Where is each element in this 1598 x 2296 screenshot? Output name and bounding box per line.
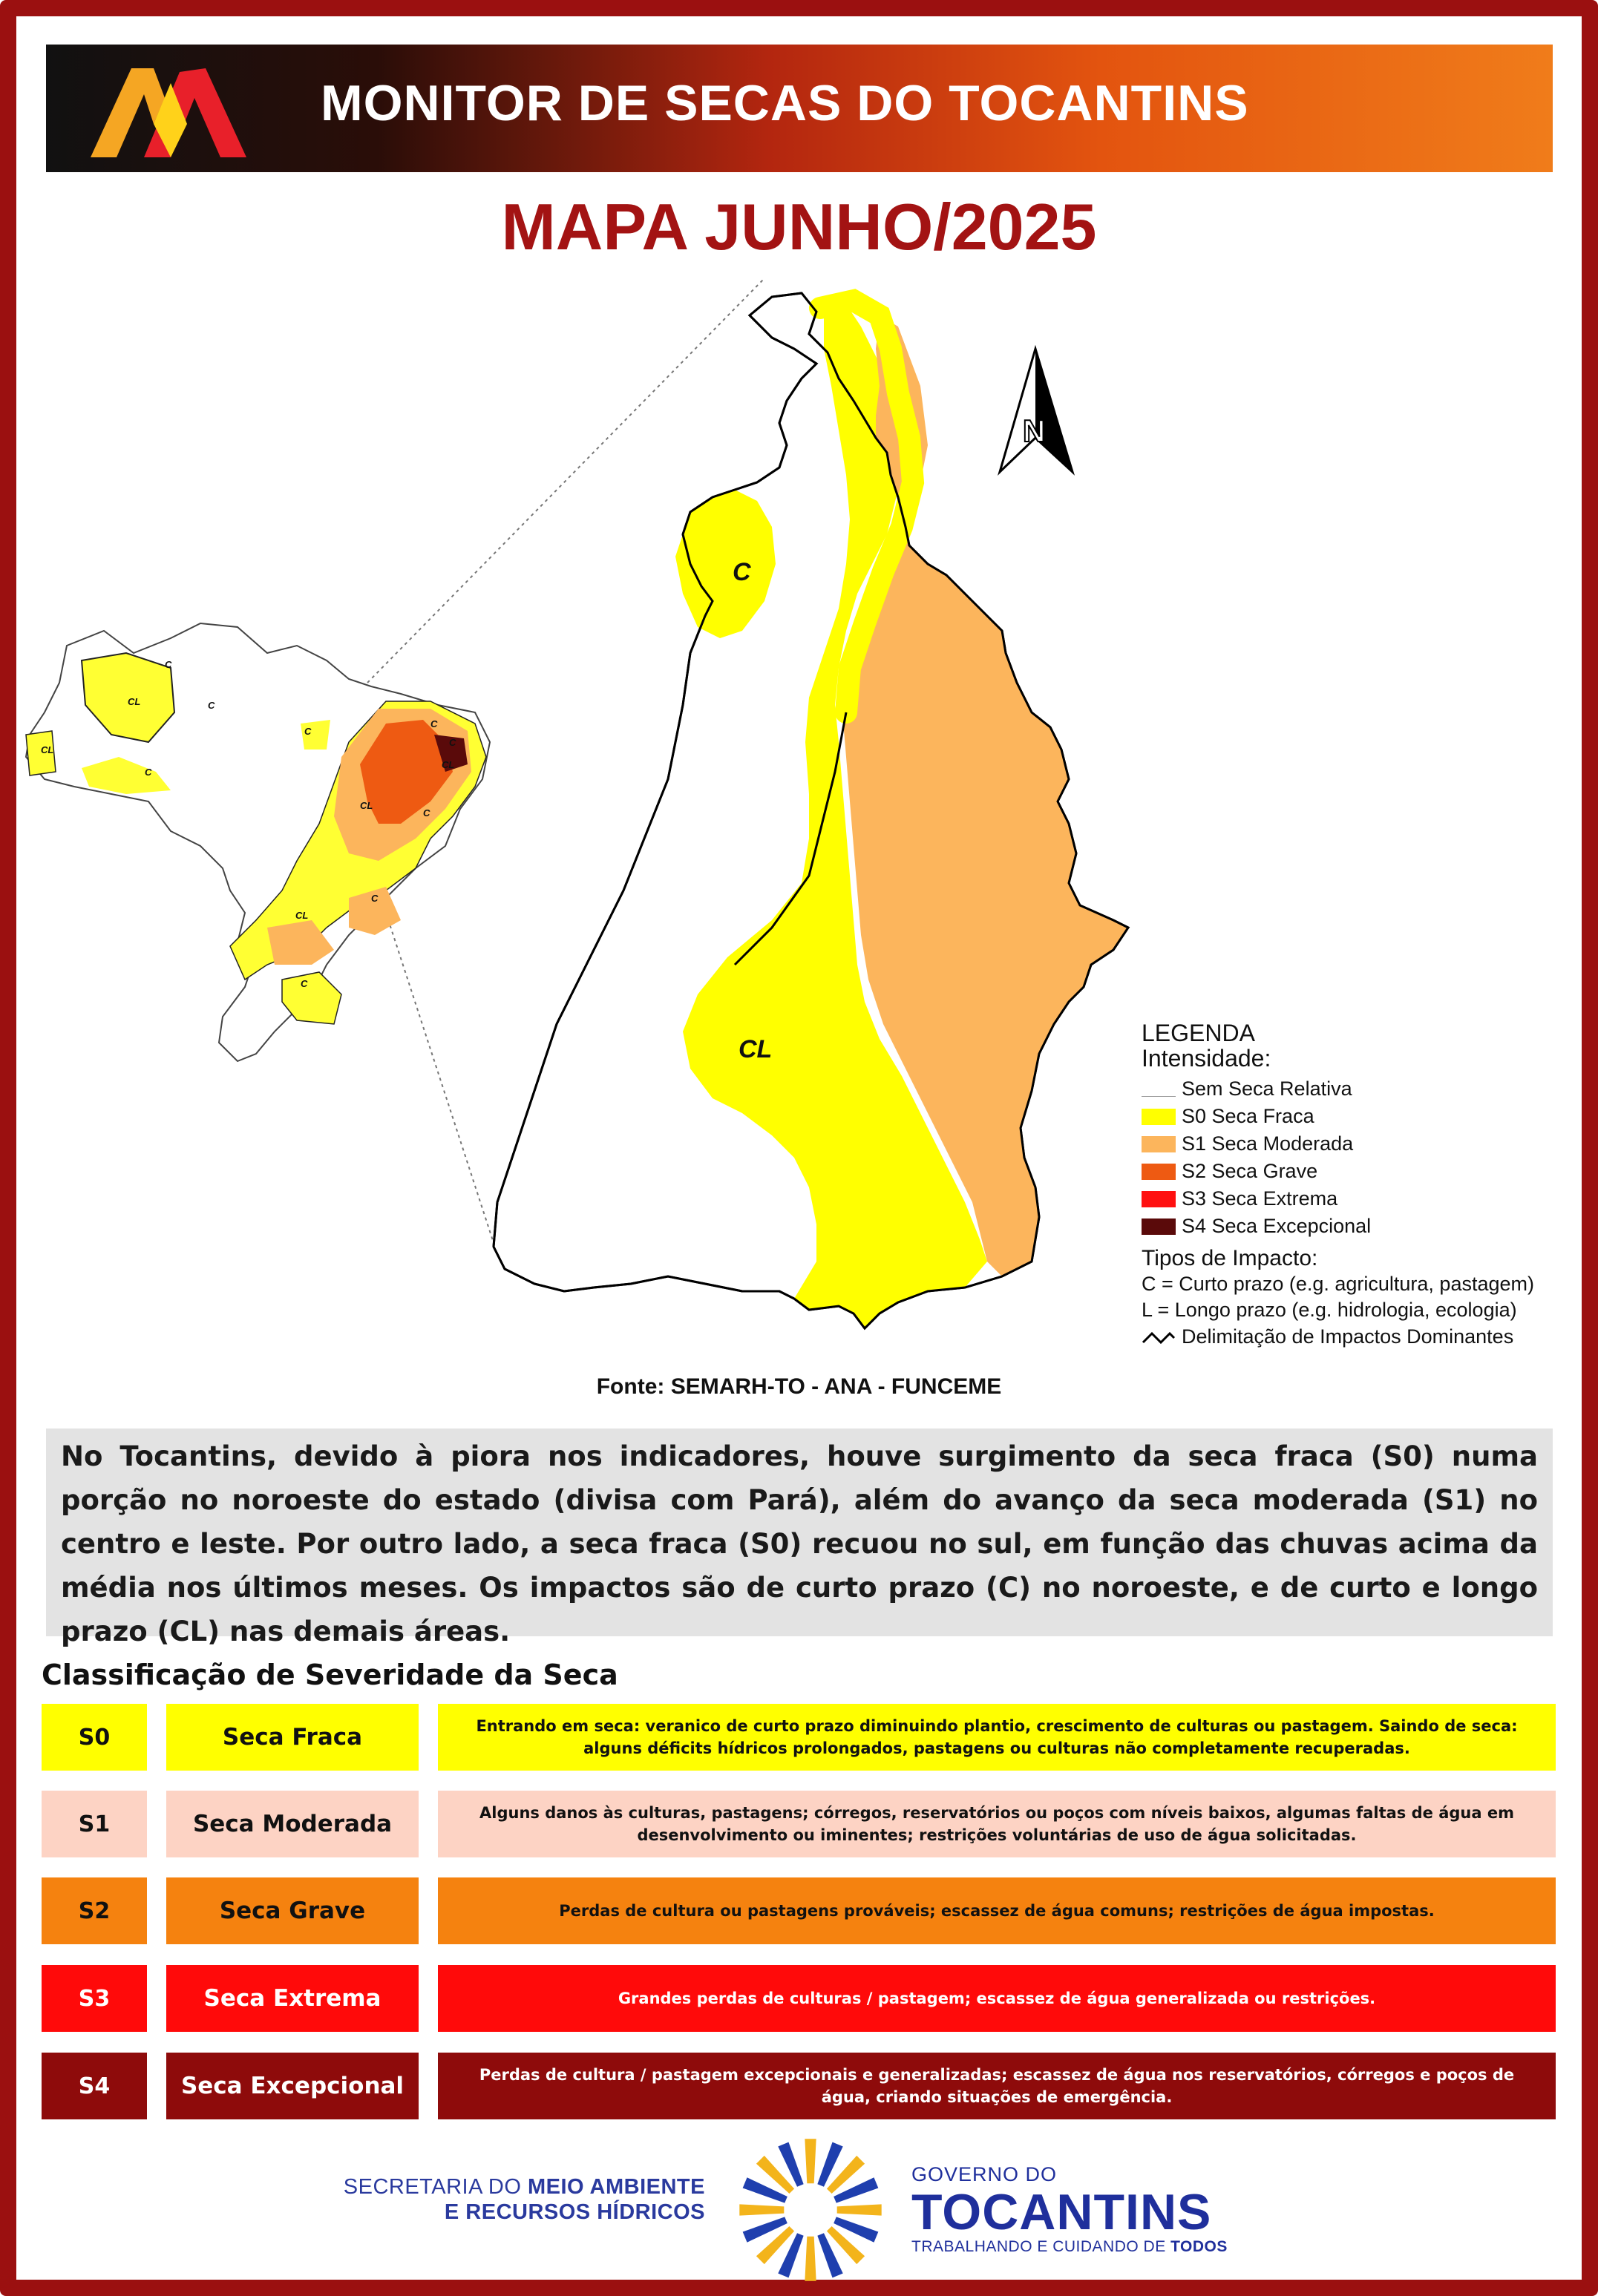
severity-code: S4 [42, 2053, 147, 2119]
severity-name: Seca Fraca [166, 1704, 419, 1771]
legend-item-label: Sem Seca Relativa [1182, 1078, 1352, 1100]
legend-swatch [1142, 1136, 1176, 1152]
secretaria-prefix: SECRETARIA DO [343, 2175, 528, 2199]
legend-impact-label: Tipos de Impacto: [1142, 1246, 1318, 1270]
severity-name: Seca Moderada [166, 1791, 419, 1857]
severity-code: S2 [42, 1877, 147, 1944]
legend-swatch [1142, 1218, 1176, 1235]
br-label: C [301, 978, 308, 989]
legend-item [1142, 1130, 1587, 1158]
severity-row [42, 1704, 1556, 1771]
legend-item-label: S0 Seca Fraca [1182, 1105, 1314, 1127]
legend-item-label: S2 Seca Grave [1182, 1160, 1318, 1182]
severity-desc: Entrando em seca: veranico de curto prazo diminuindo plantio, crescimento de culturas ou pastagem. Saindo de seca: alguns déficits hídricos prolongados, pastagens ou culturas não completamente recuperadas. [438, 1704, 1556, 1771]
br-label: CL [128, 696, 141, 707]
legend-item [1142, 1075, 1587, 1103]
secretaria-line-1 [282, 2174, 705, 2200]
severity-name: Seca Excepcional [166, 2053, 419, 2119]
severity-code: S0 [42, 1704, 147, 1771]
legend-item-label: S3 Seca Extrema [1182, 1187, 1338, 1210]
source-credit: Fonte: SEMARH-TO - ANA - FUNCEME [596, 1374, 1002, 1399]
br-label: CL [295, 910, 309, 921]
severity-desc: Perdas de cultura / pastagem excepcionais e generalizadas; escassez de água nos reservatórios, córregos e poços de água, criando situações de emergência. [438, 2053, 1556, 2119]
legend-item-label: S4 Seca Excepcional [1182, 1215, 1372, 1237]
gov-logo-text [911, 2163, 1228, 2256]
br-label: C [423, 807, 430, 819]
br-label: CL [41, 744, 54, 755]
severity-name: Seca Grave [166, 1877, 419, 1944]
gov-line-2: TOCANTINS [911, 2184, 1212, 2240]
header-title: MONITOR DE SECAS DO TOCANTINS [321, 75, 1249, 131]
br-label: C [449, 737, 456, 748]
tocantins-sun-logo [736, 2136, 885, 2284]
map-legend [1142, 1020, 1587, 1351]
legend-impact-c: C = Curto prazo (e.g. agricultura, pastagem) [1142, 1273, 1534, 1295]
legend-intensity-label: Intensidade: [1142, 1045, 1271, 1072]
legend-delimitation-label: Delimitação de Impactos Dominantes [1182, 1325, 1514, 1348]
legend-delimitation [1142, 1323, 1587, 1351]
legend-impact-l: L = Longo prazo (e.g. hidrologia, ecologia) [1142, 1299, 1517, 1321]
br-label: C [304, 726, 312, 737]
brazil-map [26, 623, 490, 1061]
severity-desc: Grandes perdas de culturas / pastagem; escassez de água generalizada ou restrições. [438, 1965, 1556, 2032]
legend-item [1142, 1158, 1587, 1185]
severity-code: S1 [42, 1791, 147, 1857]
sun-ray [805, 2139, 816, 2183]
legend-title: LEGENDA [1142, 1020, 1255, 1046]
legend-item-label: S1 Seca Moderada [1182, 1132, 1354, 1155]
legend-swatch [1142, 1109, 1176, 1125]
gov-line-1: GOVERNO DO [911, 2163, 1058, 2185]
legend-swatch [1142, 1191, 1176, 1207]
legend-swatch [1142, 1086, 1176, 1097]
br-label: C [208, 700, 215, 711]
map-title: MAPA JUNHO/2025 [501, 190, 1097, 263]
br-label: C [430, 718, 438, 729]
sun-ray [739, 2204, 784, 2215]
zoom-line-bottom [386, 913, 497, 1254]
legend-item [1142, 1213, 1587, 1240]
legend-swatch [1142, 1164, 1176, 1180]
severity-desc: Perdas de cultura ou pastagens prováveis; escassez de água comuns; restrições de água impostas. [438, 1877, 1556, 1944]
severity-code: S3 [42, 1965, 147, 2032]
secretaria-line-2: E RECURSOS HÍDRICOS [444, 2200, 705, 2224]
severity-name: Seca Extrema [166, 1965, 419, 2032]
north-label: N [1023, 413, 1046, 448]
secretaria-text [282, 2174, 705, 2225]
gov-tagline-bold: TODOS [1170, 2238, 1228, 2255]
severity-row [42, 1965, 1556, 2032]
severity-row [42, 2053, 1556, 2119]
north-arrow-icon [1000, 349, 1073, 472]
legend-item [1142, 1185, 1587, 1213]
br-label: C [145, 767, 152, 778]
map-label-cl: CL [739, 1035, 773, 1063]
gov-tagline: TRABALHANDO E CUIDANDO DE [911, 2238, 1171, 2255]
severity-desc: Alguns danos às culturas, pastagens; córregos, reservatórios ou poços com níveis baixos, algumas faltas de água em desenvolvimento ou iminentes; restrições voluntárias de uso de água solicitadas. [438, 1791, 1556, 1857]
br-label: C [371, 893, 379, 904]
sun-ray [805, 2237, 816, 2281]
br-label: CL [360, 800, 373, 811]
map-label-c: C [733, 558, 751, 586]
tocantins-map [494, 293, 1128, 1328]
delimitation-line-icon [1142, 1331, 1176, 1345]
severity-row [42, 1791, 1556, 1857]
sun-ray [837, 2204, 882, 2215]
severity-title: Classificação de Severidade da Seca [42, 1659, 618, 1691]
summary-text: No Tocantins, devido à piora nos indicadores, houve surgimento da seca fraca (S0) numa porção no noroeste do estado (divisa com Pará), além do avanço da seca moderada (S1) no centro e leste. Por outro lado, a seca fraca (S0) recuou no sul, em função das chuvas acima da média nos últimos meses. Os impactos são de curto prazo (C) no noroeste, e de curto e longo prazo (CL) nas demais áreas. [46, 1429, 1553, 1636]
legend-item [1142, 1103, 1587, 1130]
br-label: CL [442, 759, 455, 770]
gov-line-3 [911, 2238, 1228, 2256]
severity-row [42, 1877, 1556, 1944]
br-label: C [165, 659, 172, 670]
secretaria-highlight: MEIO AMBIENTE [527, 2175, 705, 2199]
